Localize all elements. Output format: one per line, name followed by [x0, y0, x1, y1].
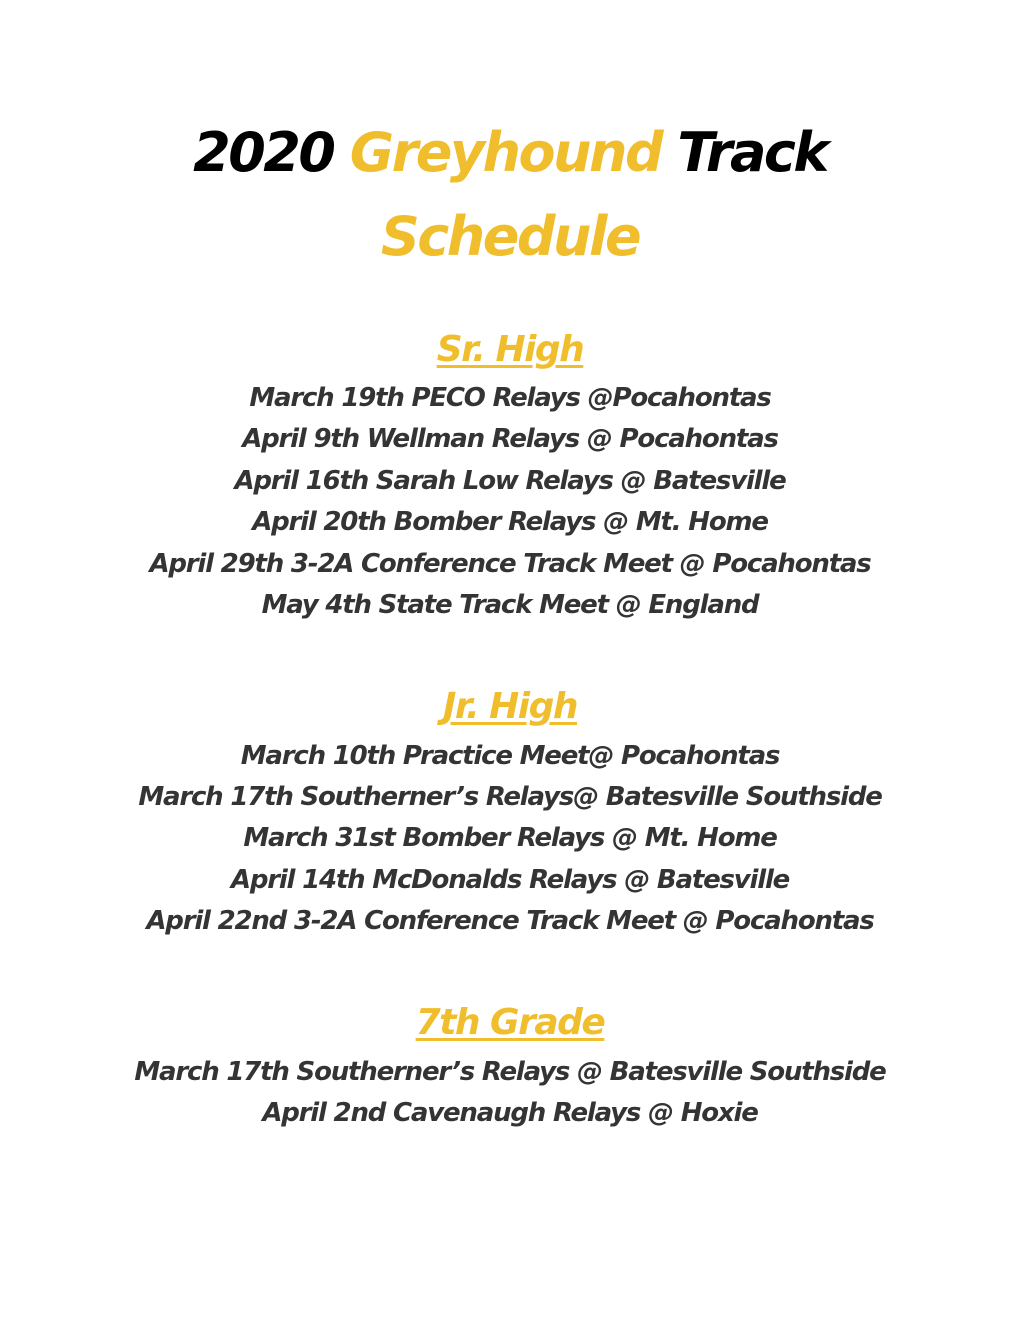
section-heading-label: 7th Grade — [415, 1002, 605, 1043]
title-schedule: Schedule — [380, 205, 640, 268]
event-item: March 19th PECO Relays @Pocahontas — [249, 383, 771, 413]
event-item: April 20th Bomber Relays @ Mt. Home — [252, 507, 768, 537]
event-item: April 22nd 3-2A Conference Track Meet @ Pocahontas — [146, 906, 874, 936]
event-item: March 10th Practice Meet@ Pocahontas — [240, 741, 780, 771]
event-item: April 2nd Cavenaugh Relays @ Hoxie — [262, 1098, 758, 1128]
section-heading-label: Sr. High — [436, 329, 584, 370]
event-item: May 4th State Track Meet @ England — [261, 590, 759, 620]
title-year: 2020 — [193, 121, 350, 184]
event-item: April 14th McDonalds Relays @ Batesville — [230, 865, 790, 895]
section-heading-sr-high — [0, 328, 1020, 372]
section-heading-7th-grade — [0, 1001, 1020, 1045]
event-item: April 9th Wellman Relays @ Pocahontas — [242, 424, 778, 454]
page-title — [0, 121, 1020, 185]
section-heading-jr-high — [0, 685, 1020, 729]
event-item: March 31st Bomber Relays @ Mt. Home — [243, 823, 777, 853]
section-heading-label: Jr. High — [442, 686, 578, 727]
event-item: April 29th 3-2A Conference Track Meet @ Pocahontas — [149, 549, 871, 579]
title-team-name: Greyhound — [349, 121, 662, 184]
event-item: March 17th Southerner’s Relays@ Batesville Southside — [138, 782, 882, 812]
event-item: April 16th Sarah Low Relays @ Batesville — [234, 466, 786, 496]
title-sport: Track — [661, 121, 827, 184]
event-item: March 17th Southerner’s Relays @ Batesville Southside — [134, 1057, 886, 1087]
